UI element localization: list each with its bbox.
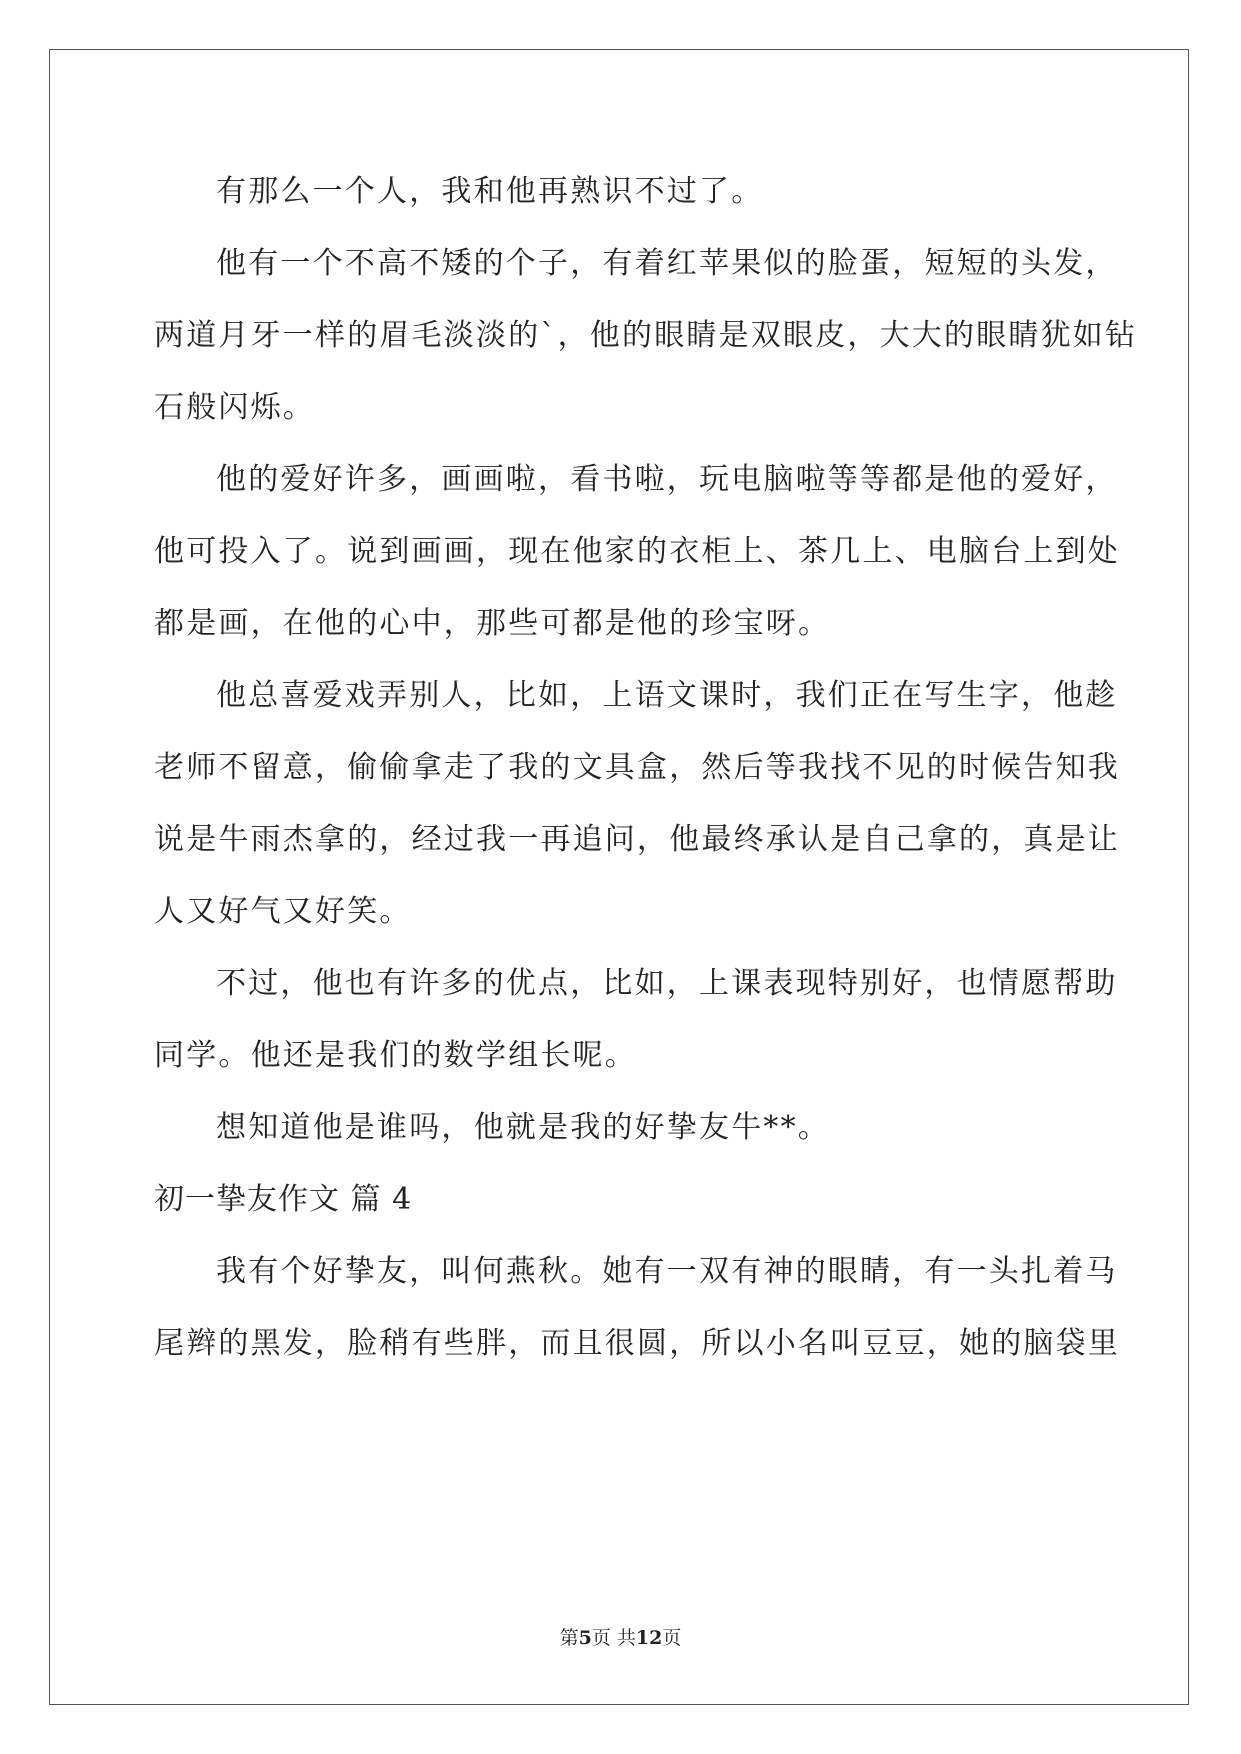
page-border [49, 49, 1189, 1705]
page-footer [0, 1626, 1241, 1650]
total-pages-number: 12 [635, 1627, 663, 1649]
paragraph-line: 我有个好挚友，叫何燕秋。她有一双有神的眼睛，有一头扎着马 [216, 1254, 1118, 1289]
footer-mid: 页 共 [591, 1627, 636, 1649]
section-heading: 初一挚友作文 篇 4 [154, 1182, 413, 1217]
paragraph-line: 同学。他还是我们的数学组长呢。 [154, 1038, 637, 1073]
paragraph-line: 都是画，在他的心中，那些可都是他的珍宝呀。 [154, 606, 831, 641]
paragraph-line: 尾辫的黑发，脸稍有些胖，而且很圆，所以小名叫豆豆，她的脑袋里 [154, 1326, 1120, 1361]
current-page-number: 5 [578, 1627, 592, 1649]
paragraph-line: 他可投入了。说到画画，现在他家的衣柜上、茶几上、电脑台上到处 [154, 534, 1120, 569]
paragraph-line: 他的爱好许多，画画啦，看书啦，玩电脑啦等等都是他的爱好， [216, 462, 1118, 497]
paragraph-line: 他有一个不高不矮的个子，有着红苹果似的脸蛋，短短的头发， [216, 246, 1118, 281]
paragraph-line: 说是牛雨杰拿的，经过我一再追问，他最终承认是自己拿的，真是让 [154, 822, 1120, 857]
paragraph-line: 两道月牙一样的眉毛淡淡的`，他的眼睛是双眼皮，大大的眼睛犹如钻 [154, 318, 1138, 353]
footer-prefix: 第 [559, 1627, 579, 1649]
paragraph-line: 想知道他是谁吗，他就是我的好挚友牛**。 [216, 1110, 830, 1145]
paragraph-line: 石般闪烁。 [154, 390, 315, 425]
paragraph-line: 他总喜爱戏弄别人，比如，上语文课时，我们正在写生字，他趁 [216, 678, 1118, 713]
paragraph-line: 老师不留意，偷偷拿走了我的文具盒，然后等我找不见的时候告知我 [154, 750, 1120, 785]
paragraph-line: 有那么一个人，我和他再熟识不过了。 [216, 174, 764, 209]
paragraph-line: 人又好气又好笑。 [154, 894, 412, 929]
footer-suffix: 页 [662, 1627, 682, 1649]
paragraph-line: 不过，他也有许多的优点，比如，上课表现特别好，也情愿帮助 [216, 966, 1118, 1001]
